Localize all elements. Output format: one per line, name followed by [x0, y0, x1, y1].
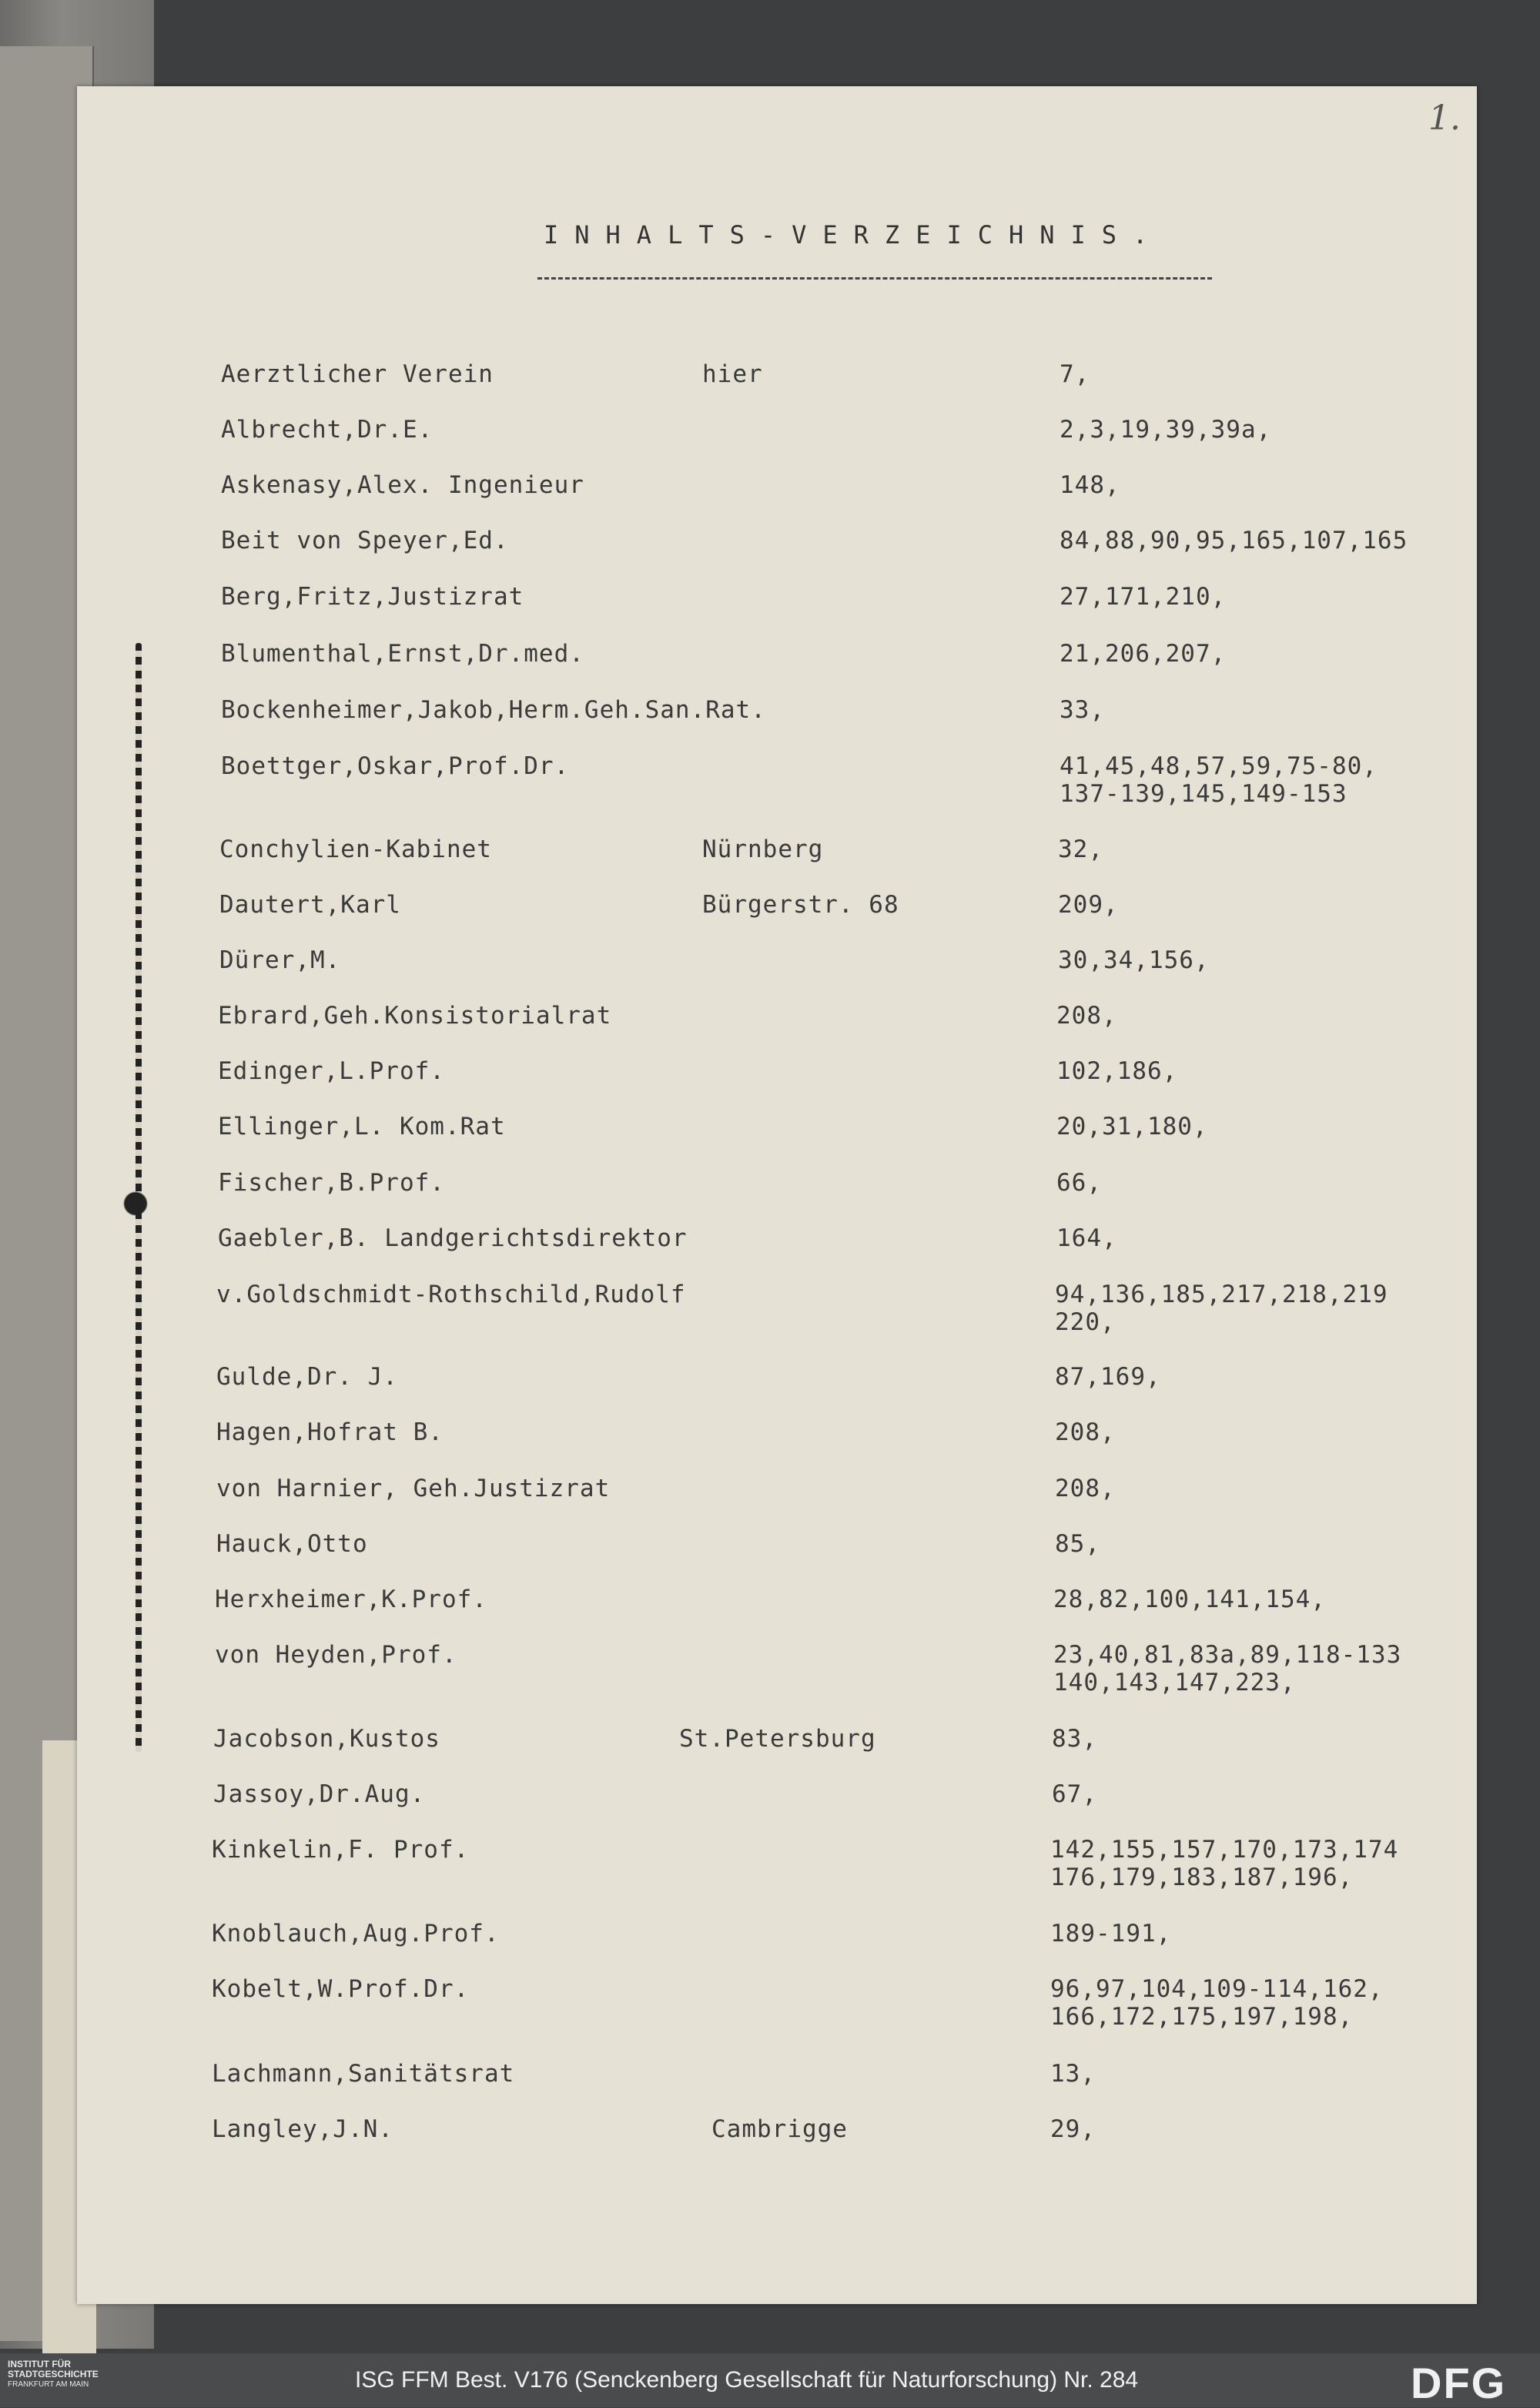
entry-pages: 83, [1052, 1725, 1097, 1753]
entry-name: von Heyden,Prof. [215, 1641, 457, 1669]
entry-pages: 2,3,19,39,39a, [1060, 416, 1272, 444]
dfg-logo: DFG [1411, 2359, 1507, 2407]
entry-pages: 142,155,157,170,173,174 176,179,183,187,196, [1050, 1836, 1399, 1891]
entry-pages: 164, [1056, 1224, 1117, 1252]
entry-pages: 41,45,48,57,59,75-80, 137-139,145,149-153 [1060, 752, 1378, 808]
page-title: INHALTS-VERZEICHNIS. [544, 220, 1164, 250]
entry-name: Berg,Fritz,Justizrat [221, 583, 524, 611]
entry-name: Gulde,Dr. J. [216, 1363, 398, 1391]
entry-name: Beit von Speyer,Ed. [221, 527, 509, 554]
title-underline [537, 277, 1212, 280]
entry-pages: 67, [1052, 1780, 1097, 1808]
entry-pages: 21,206,207, [1060, 640, 1227, 668]
entry-pages: 208, [1055, 1418, 1116, 1446]
entry-name: Aerztlicher Verein [221, 360, 494, 388]
entry-pages: 20,31,180, [1056, 1113, 1208, 1140]
footer-bar [0, 2353, 1540, 2407]
entry-name: von Harnier, Geh.Justizrat [216, 1475, 611, 1502]
entry-pages: 96,97,104,109-114,162, 166,172,175,197,198, [1050, 1975, 1384, 2031]
entry-pages: 32, [1058, 836, 1103, 863]
entry-pages: 208, [1055, 1475, 1116, 1502]
entry-name: Jassoy,Dr.Aug. [213, 1780, 426, 1808]
entry-pages: 29, [1050, 2115, 1096, 2143]
entry-name: v.Goldschmidt-Rothschild,Rudolf [216, 1281, 686, 1308]
entry-pages: 66, [1056, 1169, 1102, 1197]
entry-name: Edinger,L.Prof. [218, 1057, 445, 1085]
entry-pages: 209, [1058, 891, 1119, 919]
entry-pages: 13, [1050, 2060, 1096, 2088]
entry-name: Ellinger,L. Kom.Rat [218, 1113, 506, 1140]
entry-place: Bürgerstr. 68 [702, 891, 899, 919]
entry-name: Boettger,Oskar,Prof.Dr. [221, 752, 570, 780]
entry-name: Dautert,Karl [219, 891, 401, 919]
entry-name: Dürer,M. [219, 946, 341, 974]
archive-caption: ISG FFM Best. V176 (Senckenberg Gesellschaft für Naturforschung) Nr. 284 [355, 2367, 1139, 2393]
thread-knot [108, 1190, 154, 1217]
entry-pages: 33, [1060, 696, 1105, 724]
entry-pages: 84,88,90,95,165,107,165 [1060, 527, 1408, 554]
entry-pages: 30,34,156, [1058, 946, 1210, 974]
entry-place: St.Petersburg [679, 1725, 876, 1753]
entry-name: Fischer,B.Prof. [218, 1169, 445, 1197]
entry-name: Blumenthal,Ernst,Dr.med. [221, 640, 584, 668]
entry-pages: 102,186, [1056, 1057, 1178, 1085]
entry-pages: 148, [1060, 471, 1120, 499]
entry-pages: 27,171,210, [1060, 583, 1227, 611]
entry-name: Knoblauch,Aug.Prof. [212, 1920, 500, 1947]
entry-name: Langley,J.N. [212, 2115, 393, 2143]
institute-name-line2: STADTGESCHICHTE [8, 2369, 99, 2380]
institute-logo [8, 2359, 131, 2390]
entry-pages: 85, [1055, 1530, 1100, 1558]
entry-name: Herxheimer,K.Prof. [215, 1586, 487, 1613]
entry-name: Kobelt,W.Prof.Dr. [212, 1975, 470, 2003]
entry-place: Cambrigge [711, 2115, 848, 2143]
entry-pages: 28,82,100,141,154, [1053, 1586, 1326, 1613]
entry-name: Conchylien-Kabinet [219, 836, 492, 863]
entry-name: Hagen,Hofrat B. [216, 1418, 444, 1446]
institute-name-line3: FRANKFURT AM MAIN [8, 2380, 89, 2389]
institute-name-line1: INSTITUT FÜR [8, 2359, 71, 2369]
entry-pages: 7, [1060, 360, 1090, 388]
entry-pages: 208, [1056, 1002, 1117, 1030]
entry-pages: 23,40,81,83a,89,118-133 140,143,147,223, [1053, 1641, 1402, 1696]
entry-name: Gaebler,B. Landgerichtsdirektor [218, 1224, 688, 1252]
entry-pages: 189-191, [1050, 1920, 1172, 1947]
entry-pages: 87,169, [1055, 1363, 1161, 1391]
entry-place: Nürnberg [702, 836, 824, 863]
entry-name: Bockenheimer,Jakob,Herm.Geh.San.Rat. [221, 696, 766, 724]
entry-name: Jacobson,Kustos [213, 1725, 440, 1753]
entry-name: Kinkelin,F. Prof. [212, 1836, 470, 1864]
entry-name: Hauck,Otto [216, 1530, 368, 1558]
page-number: 1. [1428, 99, 1461, 138]
entry-name: Lachmann,Sanitätsrat [212, 2060, 515, 2088]
entry-place: hier [702, 360, 763, 388]
entry-name: Ebrard,Geh.Konsistorialrat [218, 1002, 612, 1030]
entry-name: Askenasy,Alex. Ingenieur [221, 471, 584, 499]
entry-name: Albrecht,Dr.E. [221, 416, 434, 444]
entry-pages: 94,136,185,217,218,219 220, [1055, 1281, 1388, 1336]
